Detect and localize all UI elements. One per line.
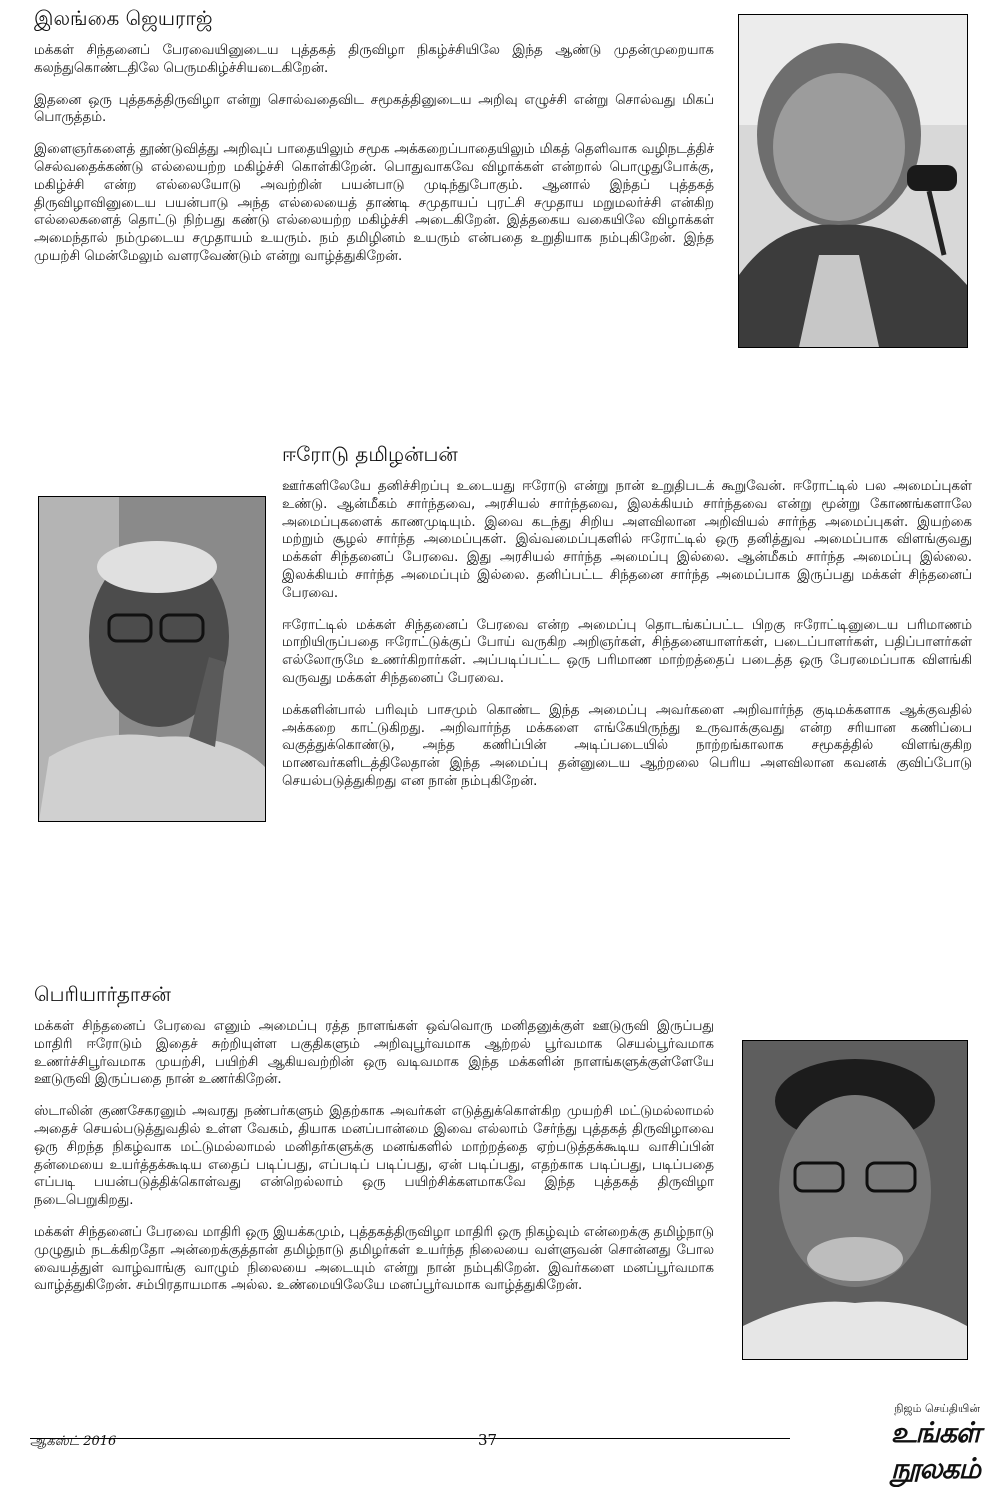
section-body	[34, 42, 714, 280]
paragraph: மக்கள் சிந்தனைப் பேரவையினுடைய புத்தகத் திருவிழா நிகழ்ச்சியிலே இந்த ஆண்டு முதன்முறையாக கலந்துகொண்டதிலே பெருமகிழ்ச்சியடைகிறேன்.	[34, 43, 714, 76]
paragraph: மக்கள் சிந்தனைப் பேரவை எனும் அமைப்பு ரத்த நாளங்கள் ஒவ்வொரு மனிதனுக்குள் ஊடுருவி இருப்பது மாதிரி ஈரோடும் இதைச் சுற்றியுள்ள பகுதிகளும் அறிவுபூர்வமாக ஆற்றல் பூர்வமாக செயல்பூர்வமாக உணர்ச்சிபூர்வமாக முயற்சி, பயிற்சி ஆகியவற்றின் ஒரு வடிவமாக இந்த மக்களின் நாளங்களுக்குள்ளேயே ஊடுருவி இருப்பதை நான் உணர்கிறேன்.	[34, 1019, 714, 1088]
portrait-photo	[738, 14, 968, 348]
logo-title: உங்கள் நூலகம்	[890, 1416, 980, 1485]
paragraph: இளைஞர்களைத் தூண்டுவித்து அறிவுப் பாதையிலும் சமூக அக்கறைப்பாதையிலும் மிகத் தெளிவாக வழிநடத்திச் செல்வதைக்கண்டு எல்லையற்ற மகிழ்ச்சி கொள்கிறேன். பொதுவாகவே விழாக்கள் என்றால் பொழுதுபோக்கு, மகிழ்ச்சி என்ற எல்லையோடு அவற்றின் பயன்பாடு முடிந்துபோகும். ஆனால் இந்தப் புத்தகத் திருவிழாவினுடைய பயன்பாடு அந்த எல்லையைத் தாண்டி சமுதாயப் புரட்சி சமுதாய மறுமலர்ச்சி என்கிற எல்லைகளைத் தொட்டு நிற்பது கண்டு எல்லையற்ற மகிழ்ச்சி அடைகிறேன். இத்தகைய வகையிலே விழாக்கள் அமைந்தால் நம்முடைய சமுதாயம் உயரும். நம் தமிழினம் உயரும் என்பதை உறுதியாக நம்புகிறேன். இந்த முயற்சி மென்மேலும் வளரவேண்டும் என்று வாழ்த்துகிறேன்.	[34, 142, 714, 264]
paragraph: மக்கள் சிந்தனைப் பேரவை மாதிரி ஒரு இயக்கமும், புத்தகத்திருவிழா மாதிரி ஒரு நிகழ்வும் என்றைக்கு தமிழ்நாடு முழுதும் நடக்கிறதோ அன்றைக்குத்தான் தமிழ்நாடு தமிழர்கள் உயர்ந்த நிலையை வள்ளுவன் சொன்னது போல வையத்துள் வாழ்வாங்கு வாழும் நிலையை அடையும் என்று நான் நம்புகிறேன். இவர்களை மனப்பூர்வமாக வாழ்த்துகிறேன். சம்பிரதாயமாக அல்ல. உண்மையிலேயே மனப்பூர்வமாக வாழ்த்துகிறேன்.	[34, 1224, 714, 1294]
logo-subtitle: நிஜம் செய்தியின்	[894, 1402, 980, 1415]
portrait-photo	[38, 496, 266, 822]
portrait-photo	[742, 1040, 968, 1360]
paragraph: இதனை ஒரு புத்தகத்திருவிழா என்று சொல்வதைவிட சமூகத்தினுடைய அறிவு எழுச்சி என்று சொல்வது மிகப் பொருத்தம்.	[34, 92, 714, 126]
paragraph: ஈரோட்டில் மக்கள் சிந்தனைப் பேரவை என்ற அமைப்பு தொடங்கப்பட்ட பிறகு ஈரோட்டினுடைய பரிமாணம் மாறியிருப்பதை ஈரோட்டுக்குப் போய் வருகிற அறிஞர்கள், சிந்தனையாளர்கள், படைப்பாளர்கள், பதிப்பாளர்கள் எல்லோருமே உணர்கிறார்கள். அப்படிப்பட்ட ஒரு பரிமாண மாற்றத்தைப் படைத்த ஒரு பேரமைப்பாக விளங்கி வருவது மக்கள் சிந்தனைப் பேரவை.	[282, 617, 972, 686]
footer-divider	[30, 1438, 790, 1439]
page-number: 37	[478, 1431, 498, 1449]
section-heading: ஈரோடு தமிழன்பன்	[282, 442, 458, 466]
section-heading: பெரியார்தாசன்	[34, 982, 171, 1006]
paragraph: மக்களின்பால் பரிவும் பாசமும் கொண்ட இந்த அமைப்பு அவர்களை அறிவார்ந்த குடிமக்களாக ஆக்குவதில் அக்கறை காட்டுகிறது. அறிவார்ந்த மக்களை எங்கேயிருந்து உருவாக்குவது என்ற சரியான கணிப்பை வகுத்துக்கொண்டு, அந்த கணிப்பின் அடிப்படையில் நாற்றங்காலாக சமூகத்தில் விளங்குகிற மாணவர்களிடத்திலேதான் இந்த அமைப்பு தன்னுடைய ஆற்றலை பெரிய அளவிலான கவனக் குவிப்போடு செயல்படுத்துகிறது என நான் நம்புகிறேன்.	[282, 702, 972, 789]
section-body	[282, 478, 972, 805]
paragraph: ஸ்டாலின் குணசேகரனும் அவரது நண்பர்களும் இதற்காக அவர்கள் எடுத்துக்கொள்கிற முயற்சி மட்டுமல்லாமல் அதைச் செயல்படுத்துவதில் உள்ள வேகம், தியாக மனப்பான்மை இவை எல்லாம் சேர்ந்து புத்தகத் திருவிழாவை ஒரு சிறந்த நிகழ்வாக மட்டுமல்லாமல் மனிதர்களுக்கு மனங்களில் மாற்றத்தை ஏற்படுத்தக்கூடிய வாசிப்பின் தன்மையை உயர்த்தக்கூடிய எதைப் படிப்பது, எப்படிப் படிப்பது, ஏன் படிப்பது, எதற்காக படிப்பது, படிப்பதை எப்படி பயன்படுத்திக்கொள்வது என்றெல்லாம் ஒரு பயிற்சிக்களமாகவே இந்த புத்தகத் திருவிழா நடைபெறுகிறது.	[34, 1104, 714, 1209]
issue-date: ஆகஸ்ட் 2016	[30, 1434, 117, 1449]
magazine-logo	[800, 1402, 980, 1487]
paragraph: ஊர்களிலேயே தனிச்சிறப்பு உடையது ஈரோடு என்று நான் உறுதிபடக் கூறுவேன். ஈரோட்டில் பல அமைப்புகள் உண்டு. ஆன்மீகம் சார்ந்தவை, அரசியல் சார்ந்தவை, இலக்கியம் சார்ந்தவை என்று மூன்று கோணங்களாலே அமைப்புகளைக் காணமுடியும். இவை கடந்து சிறிய அளவிலான அறிவியல் சார்ந்த அமைப்புகள். இயற்கை மற்றும் சூழல் சார்ந்த அமைப்புகள். இவ்வமைப்புகளில் ஈரோட்டில் ஒரு தனித்துவ அமைப்பாக விளங்குவது மக்கள் சிந்தனைப் பேரவை. இது அரசியல் சார்ந்த அமைப்பு இல்லை. ஆன்மீகம் சார்ந்த அமைப்பு இல்லை. இலக்கியம் சார்ந்த அமைப்பும் இல்லை. தனிப்பட்ட சிந்தனை சார்ந்த அமைப்பாக இருப்பது மக்கள் சிந்தனைப் பேரவை.	[282, 479, 972, 601]
section-heading: இலங்கை ஜெயராஜ்	[34, 6, 213, 30]
section-body	[34, 1018, 714, 1309]
